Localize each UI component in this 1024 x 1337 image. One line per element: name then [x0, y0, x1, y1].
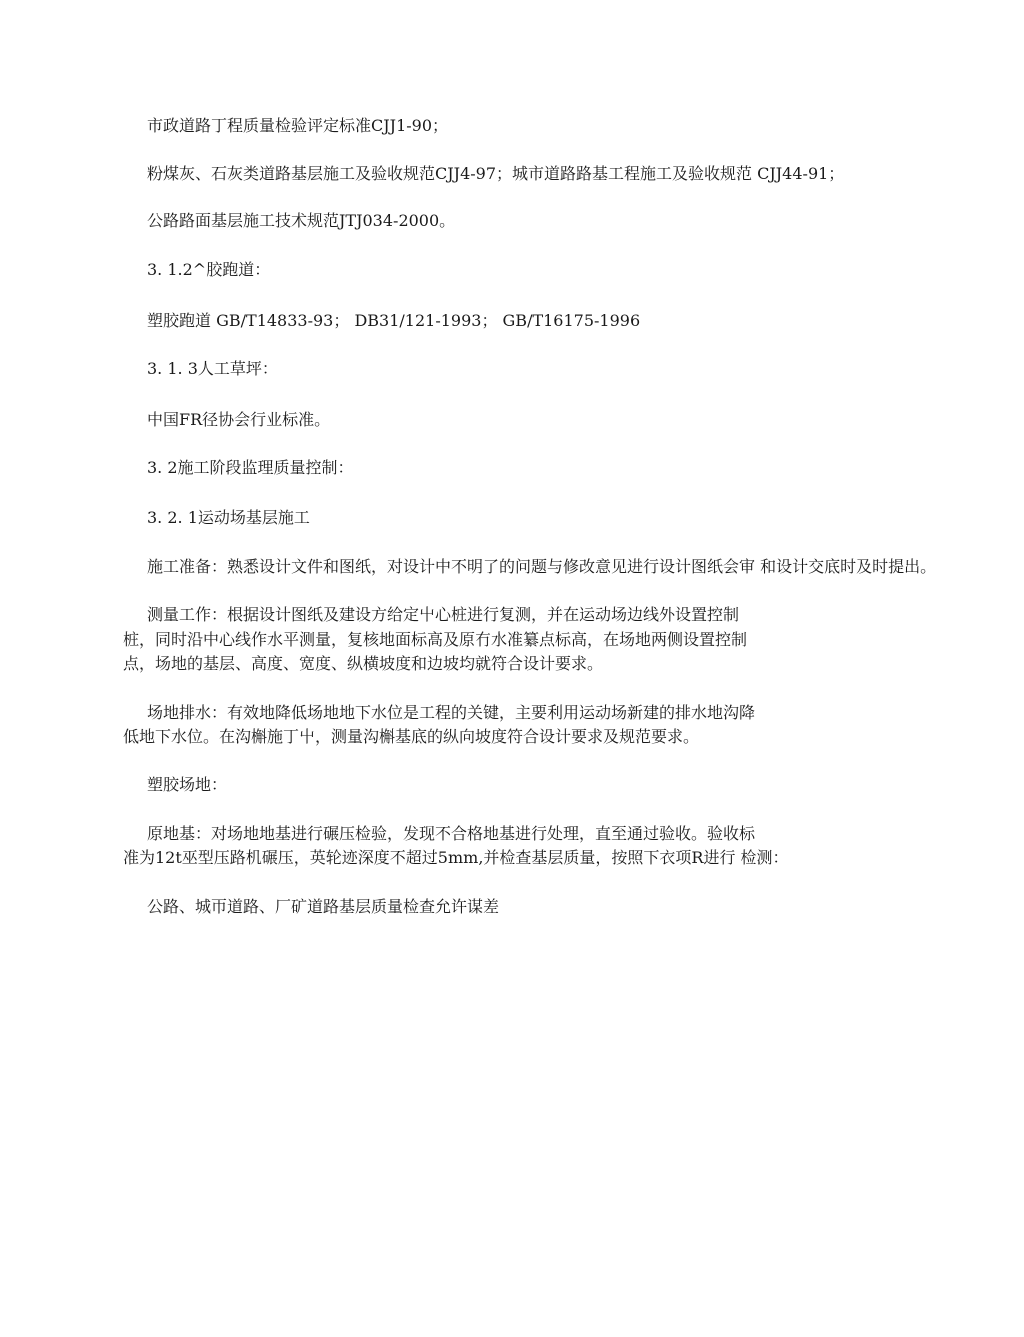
paragraph-survey-line-1: 测量工作：根据设计图纸及建设方给定屮心桩进行复测，并在运动场边线外设置控制 — [147, 605, 740, 624]
section-heading-3-1-3: 3. 1. 3人工草坪： — [147, 359, 278, 378]
standard-line-jtj034: 公路路面基层施工技术规范JTJ034-2000。 — [147, 211, 456, 230]
section-heading-3-1-2: 3. 1.2^胶跑道： — [147, 260, 271, 279]
section-heading-3-2-1: 3. 2. 1运动场基层施工 — [147, 508, 310, 527]
section-heading-rubber-field: 塑胶场地： — [147, 775, 228, 794]
paragraph-drainage-line-2: 低地下水位。在沟槲施丁屮，测量沟槲基底的纵向坡度符合设计要求及规范要求。 — [123, 727, 700, 746]
standard-line-track: 塑胶跑道 GB/T14833-93； DB31/121-1993； GB/T16175-1996 — [147, 311, 641, 330]
standard-line-cjj1: 市政道路丁程质量检验评定标准CJJ1-90； — [147, 116, 449, 135]
paragraph-subgrade-line-1: 原地基：对场地地基进行碾压检验，发现不合格地基进行处理，直至通过验收。验收标 — [147, 824, 756, 843]
standard-line-cjj4-cjj44: 粉煤灰、石灰类道路基层施工及验收规范CJJ4-97；城市道路路基工程施工及验收规范 CJJ44-91； — [147, 164, 845, 183]
section-heading-3-2: 3. 2施工阶段监理质量控制： — [147, 458, 354, 477]
paragraph-drainage-line-1: 场地排水：有效地降低场地地下水位是工程的关键，主要利用运动场新建的排水地沟降 — [147, 703, 756, 722]
standard-line-turf: 中国FR径协会行业标准。 — [147, 410, 331, 429]
table-caption: 公路、城帀道路、厂矿道路基层质量检查允许谋差 — [147, 897, 500, 916]
paragraph-subgrade-line-2: 准为12t巫型压路机碾压，英轮迹深度不超过5mm,并检查基层质量，按照下衣项R进行 检测： — [123, 848, 789, 867]
paragraph-survey-line-2: 桩，同时沿中心线作水平测量，复核地面标高及原冇水准纂点标高，在场地两侧设置控制 — [123, 630, 748, 649]
paragraph-preparation: 施工准备：熟悉设计文件和图纸，对设计中不明了的问题与修改意见进行设计图纸会审 和设计交底时及时提出。 — [147, 557, 937, 576]
paragraph-survey-line-3: 点，场地的基层、高度、宽度、纵横坡度和边坡均就符合设计要求。 — [123, 654, 604, 673]
